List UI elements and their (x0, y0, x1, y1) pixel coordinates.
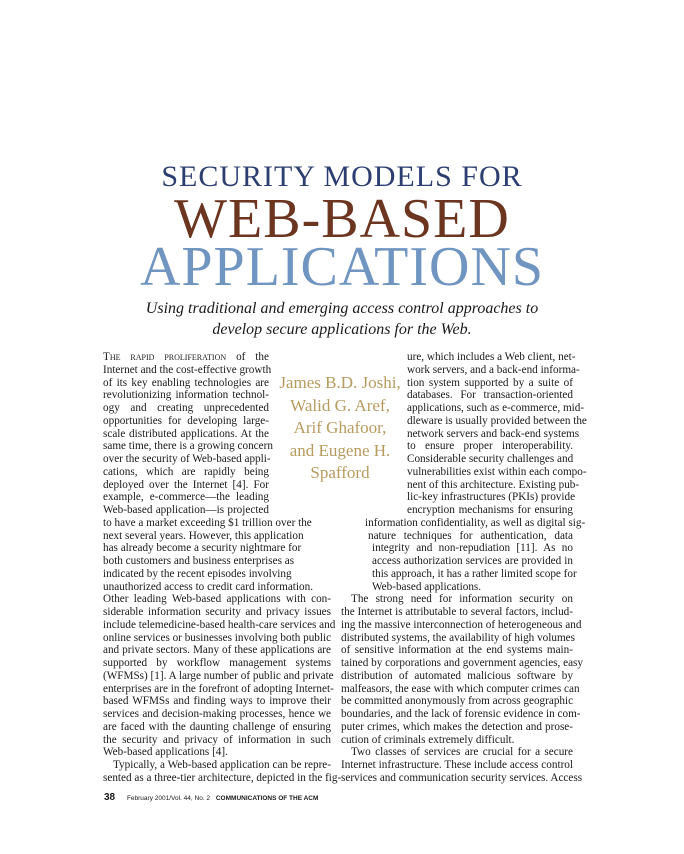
right-column-line: cution of criminals extremely difficult. (341, 733, 515, 746)
left-column-line: has already become a security nightmare for (103, 542, 302, 555)
right-column-line: tained by corporations and government agencies, easy (341, 657, 584, 669)
journal-name: COMMUNICATIONS OF THE ACM (215, 795, 319, 802)
right-column-line: network servers and back-end systems (407, 427, 580, 440)
article-title-line1: SECURITY MODELS FOR (161, 160, 523, 193)
right-column-line: The strong need for information security on (351, 593, 573, 606)
right-column-line: distributed systems, the availability of high volumes (341, 631, 575, 644)
left-column-line: and private sectors. Many of these applications are (103, 644, 331, 657)
left-column-line: over the security of Web-based appli- (103, 453, 271, 465)
right-column-line: ing the massive interconnection of heterogeneous and (341, 618, 582, 631)
right-column-line: vulnerabilities exist within each compo- (407, 465, 587, 478)
left-column-line: Web-based application—is projected (103, 504, 269, 516)
right-column-line: databases. For transaction-oriented (407, 389, 573, 402)
left-column-line: include telemedicine-based health-care services and (103, 618, 336, 631)
page-number: 38 (104, 792, 116, 803)
right-column-line: malfeasors, the ease with which computer crimes can (341, 682, 580, 695)
article-title-line3: APPLICATIONS (139, 236, 545, 298)
right-column-line: lic-key infrastructures (PKIs) provide (407, 491, 576, 504)
right-column-line: Web-based applications. (372, 580, 482, 593)
left-column-line: revolutionizing information technol- (103, 389, 269, 402)
right-column-line: services and communication security services. Access (341, 771, 583, 784)
left-column-line: based WFMSs and finding ways to improve their (103, 695, 331, 708)
left-column-line: are faced with the daunting challenge of ensuring (103, 720, 331, 733)
right-column-line: Two classes of services are crucial for a secure (351, 746, 573, 759)
right-column-line: boundaries, and the lack of forensic evidence in com- (341, 708, 581, 720)
left-column-line: services and decision-making processes, hence we (103, 708, 331, 720)
right-column-line: of sensitive information at the end systems main- (341, 644, 573, 657)
right-column-line: nature techniques for authentication, data (368, 529, 573, 542)
left-column-line: enterprises are in the forefront of adopting Internet- (103, 682, 334, 695)
left-column-line: indicated by the recent episodes involving (103, 567, 292, 580)
left-column-line: ogy and creating unprecedented (103, 402, 269, 414)
left-column-line: deployed over the Internet [4]. For (103, 478, 269, 491)
author-line: and Eugene H. (289, 440, 391, 460)
left-column-line: of its key enabling technologies are (103, 376, 269, 389)
right-column-line: work servers, and a back-end informa- (407, 363, 580, 376)
left-column-line: Internet and the cost-effective growth (103, 363, 272, 376)
right-column-line: encryption mechanisms for ensuring (407, 504, 573, 516)
left-column-line: The rapid proliferation of the (103, 351, 269, 363)
right-column-line: distribution of automated malicious software by (341, 669, 573, 682)
article-subtitle (120, 298, 564, 340)
left-column-line: example, e-commerce—the leading (103, 491, 269, 504)
left-column-line: next several years. However, this application (103, 529, 304, 542)
left-column-line: Typically, a Web-based application can be repre- (113, 759, 331, 771)
right-column-line: puter crimes, which makes the detection and prose- (341, 720, 573, 733)
left-column-line: online services or businesses involving both public (103, 631, 332, 644)
right-column-line: Considerable security challenges and (407, 453, 574, 465)
right-column-line: applications, such as e-commerce, mid- (407, 402, 585, 414)
right-column-line: ure, which includes a Web client, net- (407, 351, 576, 363)
left-column-line: (WFMSs) [1]. A large number of public and private (103, 669, 334, 682)
right-column-line: to ensure proper interoperability. (407, 440, 573, 453)
left-column-line: Other leading Web-based applications with con- (103, 593, 331, 606)
left-column-line: same time, there is a growing concern (103, 440, 273, 453)
issue-info: February 2001/Vol. 44, No. 2 (126, 795, 211, 802)
author-line: James B.D. Joshi, (279, 373, 401, 392)
right-column-line: tion system supported by a suite of (407, 376, 573, 389)
right-column-line: integrity and non-repudiation [11]. As no (372, 542, 573, 555)
subtitle-line: develop secure applications for the Web. (212, 321, 472, 338)
right-column-line: Internet infrastructure. These include access control (341, 759, 573, 771)
page-footer (104, 792, 318, 803)
right-column-line: information confidentiality, as well as digital sig- (365, 516, 586, 529)
right-column-line: dleware is usually provided between the (407, 414, 587, 427)
right-column-line: nent of this architecture. Existing pub- (407, 478, 580, 491)
left-column-line: sented as a three-tier architecture, depicted in the fig- (103, 771, 342, 784)
article-title-line2: WEB-BASED (174, 188, 510, 250)
author-line: Walid G. Aref, (290, 395, 390, 415)
author-line: Arif Ghafoor, (293, 418, 387, 437)
left-column-line: scale distributed applications. At the (103, 427, 269, 440)
author-line: Spafford (310, 463, 370, 482)
right-column-line: this approach, it has a rather limited scope for (372, 567, 577, 580)
left-column-line: both customers and business enterprises as (103, 555, 295, 567)
left-column-line: cations, which are rapidly being (103, 465, 269, 478)
left-column-line: Web-based applications [4]. (103, 746, 228, 759)
left-column-line: unauthorized access to credit card information. (103, 580, 313, 593)
author-list (272, 372, 408, 485)
subtitle-line: Using traditional and emerging access control approaches to (145, 300, 539, 317)
right-column-line: the Internet is attributable to several factors, includ- (341, 606, 573, 618)
left-column-line: to have a market exceeding $1 trillion over the (103, 516, 312, 529)
left-column-line: opportunities for developing large- (103, 414, 269, 427)
left-column-line: the security and privacy of information in such (103, 733, 331, 746)
right-column-line: access authorization services are provided in (372, 555, 573, 567)
left-column-line: supported by workflow management systems (103, 657, 331, 669)
right-column-line: be committed anonymously from across geographic (341, 695, 574, 708)
left-column-line: siderable information security and privacy issues (103, 606, 331, 618)
